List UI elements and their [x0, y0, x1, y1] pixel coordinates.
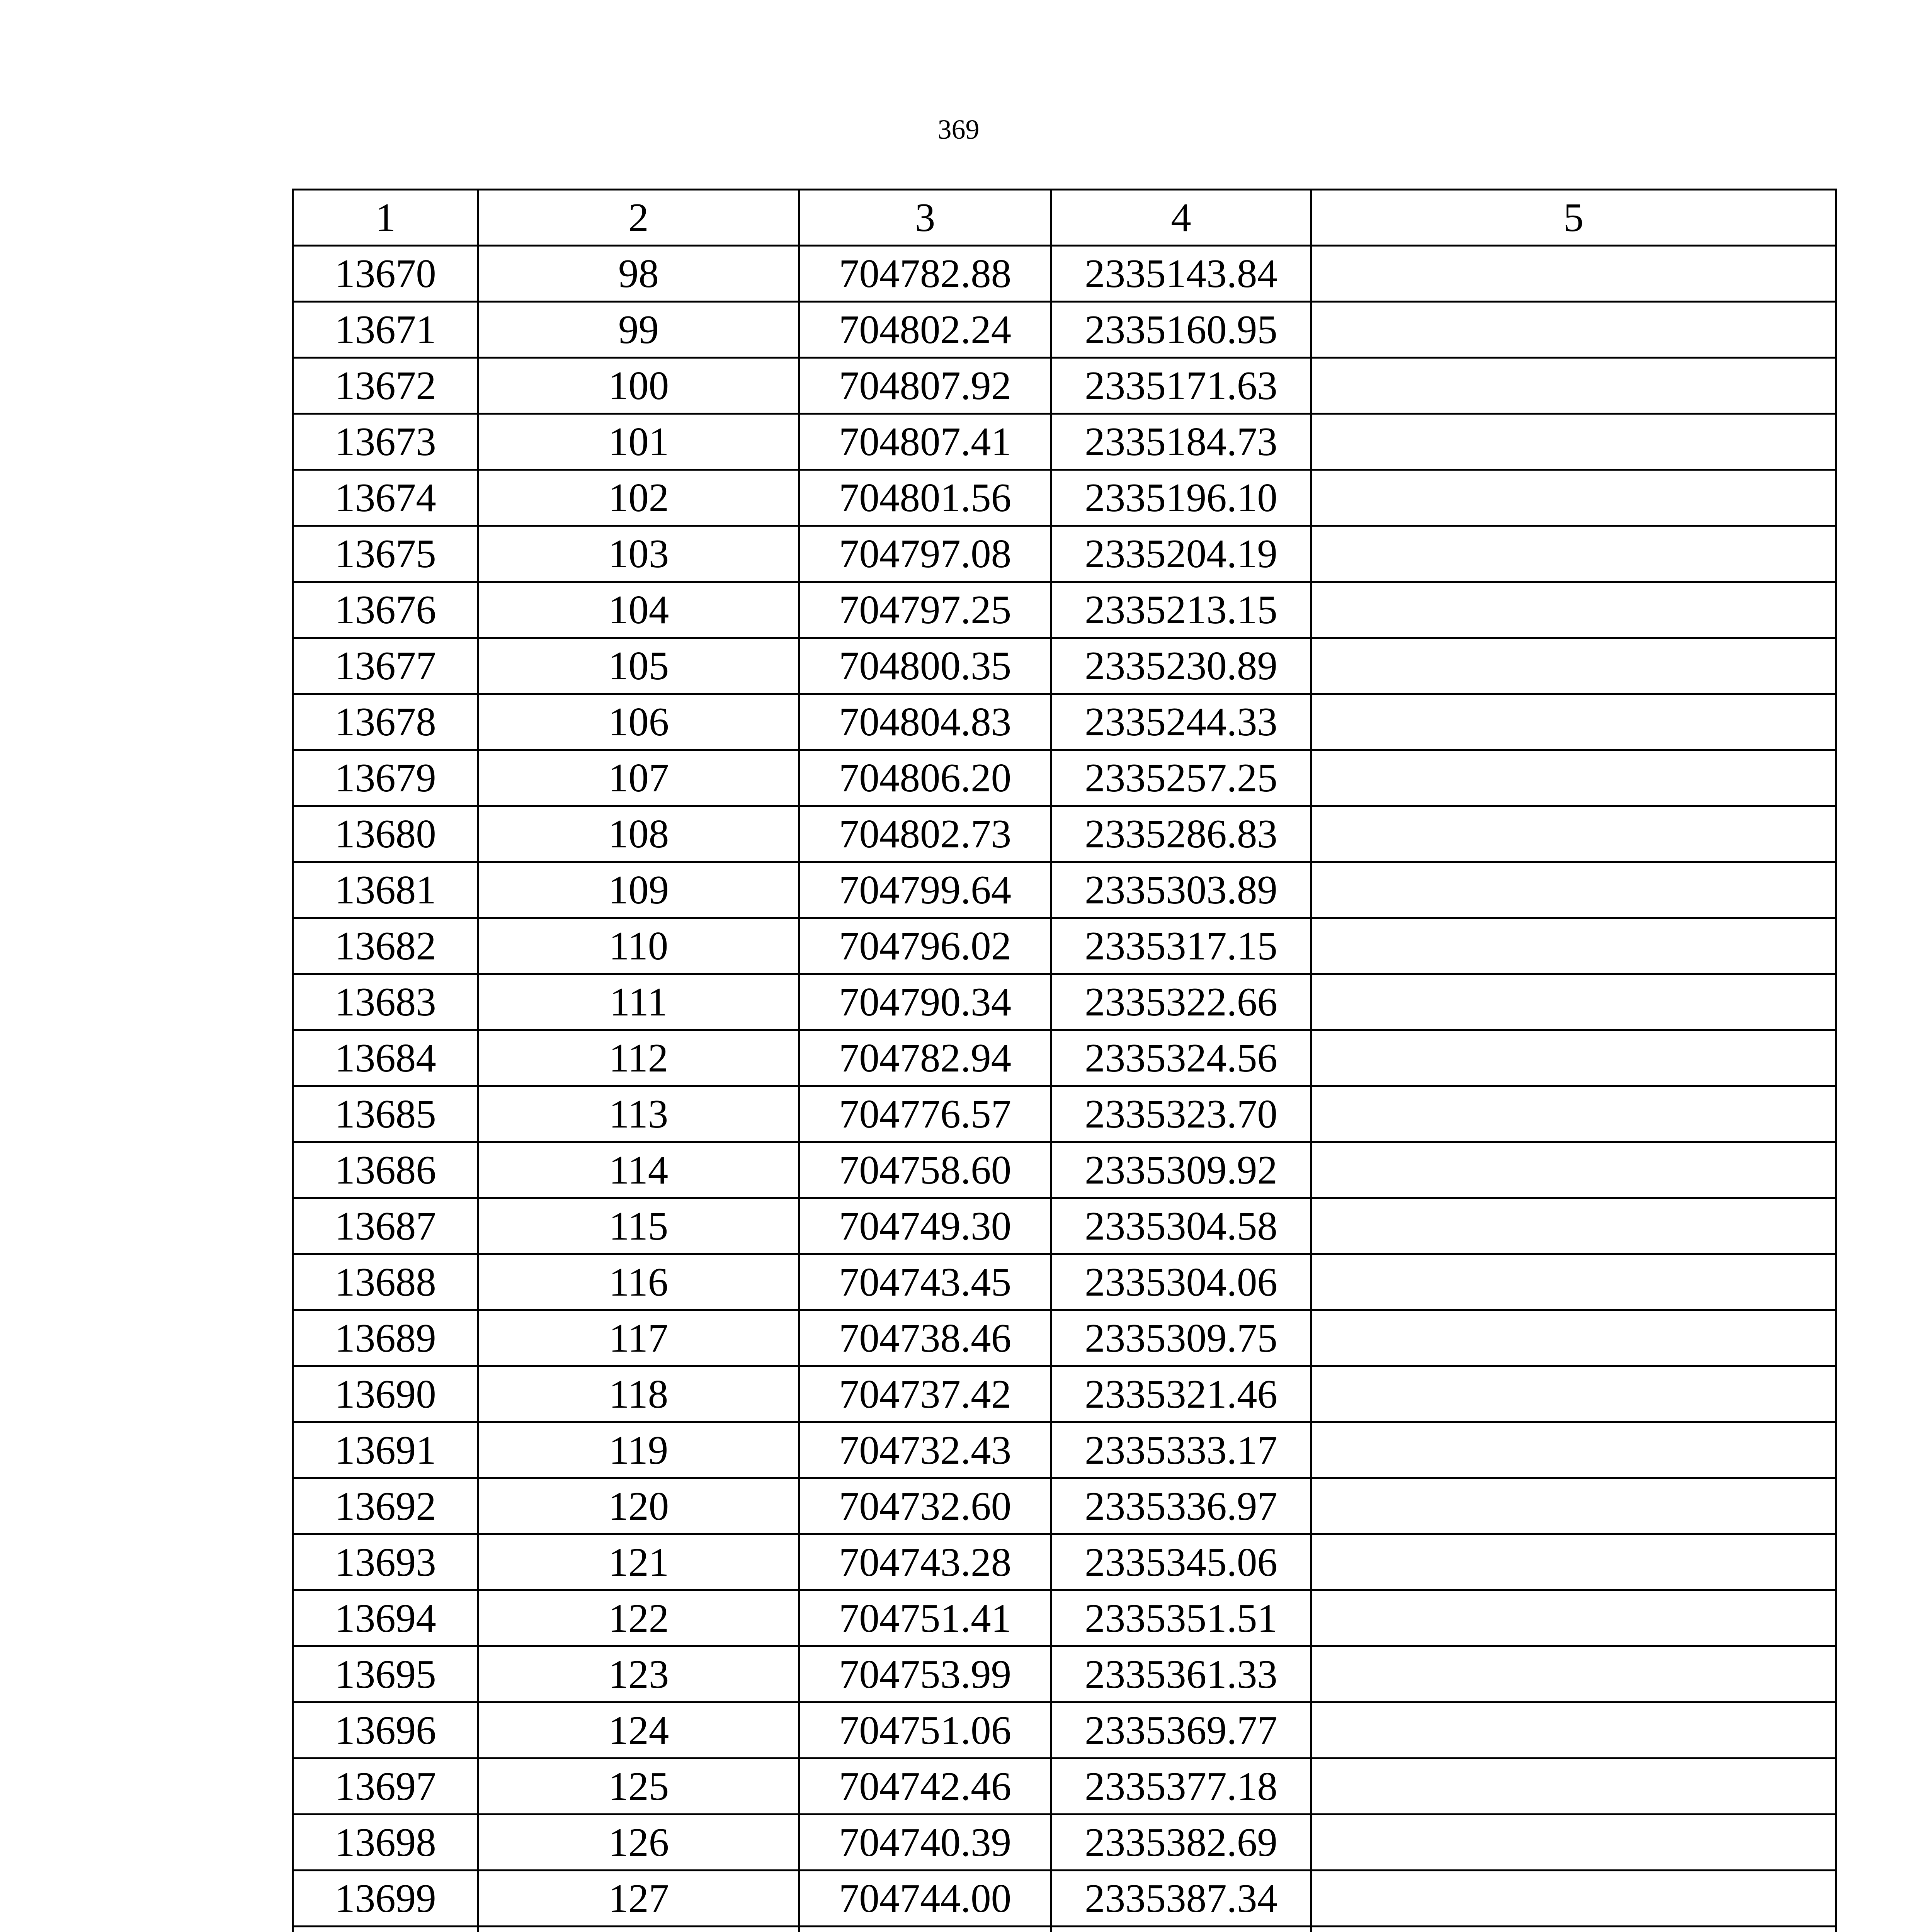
- table-row: [293, 1366, 1836, 1422]
- table-cell-col-3: 704782.88: [799, 246, 1051, 302]
- table-cell-col-2: 121: [478, 1534, 799, 1590]
- table-cell-col-3: 704806.20: [799, 750, 1051, 806]
- table-cell-col-3: 704732.43: [799, 1422, 1051, 1478]
- table-cell-col-5: [1311, 694, 1836, 750]
- table-cell-col-3: 704804.83: [799, 694, 1051, 750]
- table-cell-col-1: 13678: [293, 694, 478, 750]
- table-cell-col-3: [799, 1927, 1051, 1932]
- table-cell-col-2: 98: [478, 246, 799, 302]
- table-cell-col-4: 2335333.17: [1051, 1422, 1311, 1478]
- table-cell-col-5: [1311, 1478, 1836, 1534]
- table-cell-col-2: 115: [478, 1198, 799, 1254]
- table-cell-col-3: 704790.34: [799, 974, 1051, 1030]
- table-cell-col-1: 13671: [293, 302, 478, 358]
- table-cell-col-4: 2335244.33: [1051, 694, 1311, 750]
- table-cell-col-2: 105: [478, 638, 799, 694]
- table-cell-col-4: 2335361.33: [1051, 1646, 1311, 1702]
- table-row: [293, 918, 1836, 974]
- table-row: [293, 750, 1836, 806]
- table-row: [293, 246, 1836, 302]
- table-cell-col-2: 100: [478, 358, 799, 414]
- table-cell-col-4: 2335369.77: [1051, 1702, 1311, 1759]
- table-cell-col-1: 13696: [293, 1702, 478, 1759]
- table-cell-col-2: 111: [478, 974, 799, 1030]
- table-cell-col-4: 2335351.51: [1051, 1590, 1311, 1646]
- table-row: [293, 1871, 1836, 1927]
- table-cell-col-1: 13690: [293, 1366, 478, 1422]
- table-cell-col-2: 117: [478, 1310, 799, 1366]
- table-cell-col-5: [1311, 638, 1836, 694]
- table-cell-col-1: 13672: [293, 358, 478, 414]
- table-row: [293, 1927, 1836, 1932]
- table-cell-col-3: 704751.41: [799, 1590, 1051, 1646]
- table-cell-col-5: [1311, 358, 1836, 414]
- table-cell-col-2: 118: [478, 1366, 799, 1422]
- table-cell-col-1: 13689: [293, 1310, 478, 1366]
- table-cell-col-4: 2335213.15: [1051, 582, 1311, 638]
- table-cell-col-2: [478, 1927, 799, 1932]
- table-cell-col-2: 125: [478, 1759, 799, 1815]
- table-cell-col-5: [1311, 470, 1836, 526]
- table-cell-col-1: 13697: [293, 1759, 478, 1815]
- table-cell-col-4: 2335204.19: [1051, 526, 1311, 582]
- table-cell-col-3: 704782.94: [799, 1030, 1051, 1086]
- table-cell-col-3: 704742.46: [799, 1759, 1051, 1815]
- table-cell-col-5: [1311, 1815, 1836, 1871]
- table-row: [293, 1030, 1836, 1086]
- table-cell-col-1: 13677: [293, 638, 478, 694]
- table-row: [293, 1815, 1836, 1871]
- table-cell-col-1: 13684: [293, 1030, 478, 1086]
- table-cell-col-1: 13680: [293, 806, 478, 862]
- table-cell-col-4: 2335323.70: [1051, 1086, 1311, 1142]
- table-cell-col-5: [1311, 750, 1836, 806]
- table-cell-col-3: 704800.35: [799, 638, 1051, 694]
- table-cell-col-5: [1311, 1198, 1836, 1254]
- table-row: [293, 1590, 1836, 1646]
- table-cell-col-3: 704753.99: [799, 1646, 1051, 1702]
- table-cell-col-1: 13694: [293, 1590, 478, 1646]
- table-cell-col-1: 13691: [293, 1422, 478, 1478]
- table-cell-col-3: 704758.60: [799, 1142, 1051, 1198]
- table-cell-col-1: 13675: [293, 526, 478, 582]
- table-cell-col-3: 704807.92: [799, 358, 1051, 414]
- table-cell-col-1: 13687: [293, 1198, 478, 1254]
- table-cell-col-4: 2335171.63: [1051, 358, 1311, 414]
- table-row: [293, 1534, 1836, 1590]
- table-cell-col-1: 13673: [293, 414, 478, 470]
- table-cell-col-5: [1311, 1366, 1836, 1422]
- table-cell-col-3: 704802.73: [799, 806, 1051, 862]
- table-cell-col-2: 127: [478, 1871, 799, 1927]
- table-cell-col-1: 13699: [293, 1871, 478, 1927]
- table-cell-col-4: 2335317.15: [1051, 918, 1311, 974]
- table-header-row: [293, 190, 1836, 246]
- table-cell-col-5: [1311, 862, 1836, 918]
- table-cell-col-3: 704807.41: [799, 414, 1051, 470]
- table-cell-col-3: 704740.39: [799, 1815, 1051, 1871]
- table-cell-col-2: 120: [478, 1478, 799, 1534]
- table-row: [293, 582, 1836, 638]
- table-row: [293, 1198, 1836, 1254]
- table-cell-col-2: 107: [478, 750, 799, 806]
- table-cell-col-5: [1311, 1310, 1836, 1366]
- table-row: [293, 470, 1836, 526]
- table-cell-col-5: [1311, 1142, 1836, 1198]
- table-cell-col-5: [1311, 1030, 1836, 1086]
- table-body: [293, 246, 1836, 1932]
- table-cell-col-4: 2335286.83: [1051, 806, 1311, 862]
- table-cell-col-2: 110: [478, 918, 799, 974]
- table-cell-col-5: [1311, 302, 1836, 358]
- table-cell-col-5: [1311, 582, 1836, 638]
- table-cell-col-3: 704744.00: [799, 1871, 1051, 1927]
- table-row: [293, 302, 1836, 358]
- table-cell-col-4: 2335160.95: [1051, 302, 1311, 358]
- table-row: [293, 1759, 1836, 1815]
- table-cell-col-4: 2335184.73: [1051, 414, 1311, 470]
- table-cell-col-3: 704796.02: [799, 918, 1051, 974]
- table-cell-col-4: 2335387.34: [1051, 1871, 1311, 1927]
- table-cell-col-1: 13676: [293, 582, 478, 638]
- table-cell-col-2: 106: [478, 694, 799, 750]
- table-row: [293, 862, 1836, 918]
- table-row: [293, 1478, 1836, 1534]
- table-row: [293, 1646, 1836, 1702]
- table-cell-col-4: 2335345.06: [1051, 1534, 1311, 1590]
- table-cell-col-2: 109: [478, 862, 799, 918]
- table-cell-col-3: 704743.28: [799, 1534, 1051, 1590]
- table-cell-col-2: 126: [478, 1815, 799, 1871]
- table-cell-col-3: 704738.46: [799, 1310, 1051, 1366]
- table-cell-col-5: [1311, 1534, 1836, 1590]
- table-cell-col-3: 704797.08: [799, 526, 1051, 582]
- table-row: [293, 638, 1836, 694]
- table-cell-col-2: 122: [478, 1590, 799, 1646]
- table-cell-col-4: 2335322.66: [1051, 974, 1311, 1030]
- table-cell-col-3: 704776.57: [799, 1086, 1051, 1142]
- table-cell-col-3: 704737.42: [799, 1366, 1051, 1422]
- table-row: [293, 414, 1836, 470]
- table-cell-col-1: 13686: [293, 1142, 478, 1198]
- table-cell-col-5: [1311, 974, 1836, 1030]
- table-cell-col-5: [1311, 526, 1836, 582]
- table-cell-col-2: 108: [478, 806, 799, 862]
- table-cell-col-4: 2335304.58: [1051, 1198, 1311, 1254]
- table-row: [293, 1254, 1836, 1310]
- table-row: [293, 974, 1836, 1030]
- table-cell-col-5: [1311, 918, 1836, 974]
- table-cell-col-1: 13679: [293, 750, 478, 806]
- table-cell-col-4: 2335303.89: [1051, 862, 1311, 918]
- table-cell-col-3: 704751.06: [799, 1702, 1051, 1759]
- table-cell-col-4: 2335321.46: [1051, 1366, 1311, 1422]
- table-cell-col-5: [1311, 1759, 1836, 1815]
- table-cell-col-5: [1311, 1702, 1836, 1759]
- table-cell-col-4: 2335196.10: [1051, 470, 1311, 526]
- table-cell-col-3: 704743.45: [799, 1254, 1051, 1310]
- table-cell-col-4: 2335377.18: [1051, 1759, 1311, 1815]
- table-cell-col-1: [293, 1927, 478, 1932]
- column-header-3: 3: [799, 190, 1051, 246]
- table-row: [293, 526, 1836, 582]
- table-cell-col-5: [1311, 1422, 1836, 1478]
- table-cell-col-4: 2335143.84: [1051, 246, 1311, 302]
- table-cell-col-4: 2335336.97: [1051, 1478, 1311, 1534]
- table-cell-col-2: 114: [478, 1142, 799, 1198]
- table-cell-col-1: 13695: [293, 1646, 478, 1702]
- table-cell-col-4: [1051, 1927, 1311, 1932]
- table-cell-col-2: 124: [478, 1702, 799, 1759]
- table-cell-col-2: 102: [478, 470, 799, 526]
- table-cell-col-1: 13670: [293, 246, 478, 302]
- page-number: 369: [937, 114, 980, 145]
- table-cell-col-3: 704749.30: [799, 1198, 1051, 1254]
- table-cell-col-4: 2335230.89: [1051, 638, 1311, 694]
- table-cell-col-2: 116: [478, 1254, 799, 1310]
- table-cell-col-4: 2335324.56: [1051, 1030, 1311, 1086]
- table-cell-col-5: [1311, 1590, 1836, 1646]
- table-cell-col-5: [1311, 1254, 1836, 1310]
- table-cell-col-5: [1311, 1086, 1836, 1142]
- column-header-2: 2: [478, 190, 799, 246]
- table-cell-col-4: 2335382.69: [1051, 1815, 1311, 1871]
- table-cell-col-5: [1311, 806, 1836, 862]
- column-header-5: 5: [1311, 190, 1836, 246]
- table-cell-col-1: 13692: [293, 1478, 478, 1534]
- table-cell-col-3: 704799.64: [799, 862, 1051, 918]
- table-cell-col-3: 704732.60: [799, 1478, 1051, 1534]
- table-cell-col-5: [1311, 414, 1836, 470]
- table-cell-col-1: 13693: [293, 1534, 478, 1590]
- table-cell-col-2: 104: [478, 582, 799, 638]
- table-row: [293, 694, 1836, 750]
- table-cell-col-3: 704797.25: [799, 582, 1051, 638]
- table-cell-col-2: 101: [478, 414, 799, 470]
- table-row: [293, 1702, 1836, 1759]
- table-cell-col-2: 123: [478, 1646, 799, 1702]
- table-cell-col-5: [1311, 1646, 1836, 1702]
- table-row: [293, 1310, 1836, 1366]
- table-cell-col-1: 13688: [293, 1254, 478, 1310]
- table-cell-col-2: 112: [478, 1030, 799, 1086]
- table-cell-col-5: [1311, 1927, 1836, 1932]
- table-cell-col-2: 113: [478, 1086, 799, 1142]
- column-header-4: 4: [1051, 190, 1311, 246]
- table-cell-col-1: 13681: [293, 862, 478, 918]
- table-cell-col-4: 2335309.92: [1051, 1142, 1311, 1198]
- table-row: [293, 1422, 1836, 1478]
- table-cell-col-4: 2335257.25: [1051, 750, 1311, 806]
- table-cell-col-2: 103: [478, 526, 799, 582]
- table-cell-col-1: 13682: [293, 918, 478, 974]
- table-row: [293, 1142, 1836, 1198]
- table-cell-col-3: 704802.24: [799, 302, 1051, 358]
- table-cell-col-1: 13674: [293, 470, 478, 526]
- column-header-1: 1: [293, 190, 478, 246]
- table-row: [293, 358, 1836, 414]
- table-cell-col-1: 13698: [293, 1815, 478, 1871]
- table-cell-col-4: 2335304.06: [1051, 1254, 1311, 1310]
- table-cell-col-2: 99: [478, 302, 799, 358]
- table-cell-col-1: 13685: [293, 1086, 478, 1142]
- table-row: [293, 1086, 1836, 1142]
- table-cell-col-1: 13683: [293, 974, 478, 1030]
- table-cell-col-5: [1311, 1871, 1836, 1927]
- coordinates-table: [292, 189, 1837, 1932]
- table-row: [293, 806, 1836, 862]
- table-cell-col-5: [1311, 246, 1836, 302]
- table-cell-col-3: 704801.56: [799, 470, 1051, 526]
- table-cell-col-2: 119: [478, 1422, 799, 1478]
- table-cell-col-4: 2335309.75: [1051, 1310, 1311, 1366]
